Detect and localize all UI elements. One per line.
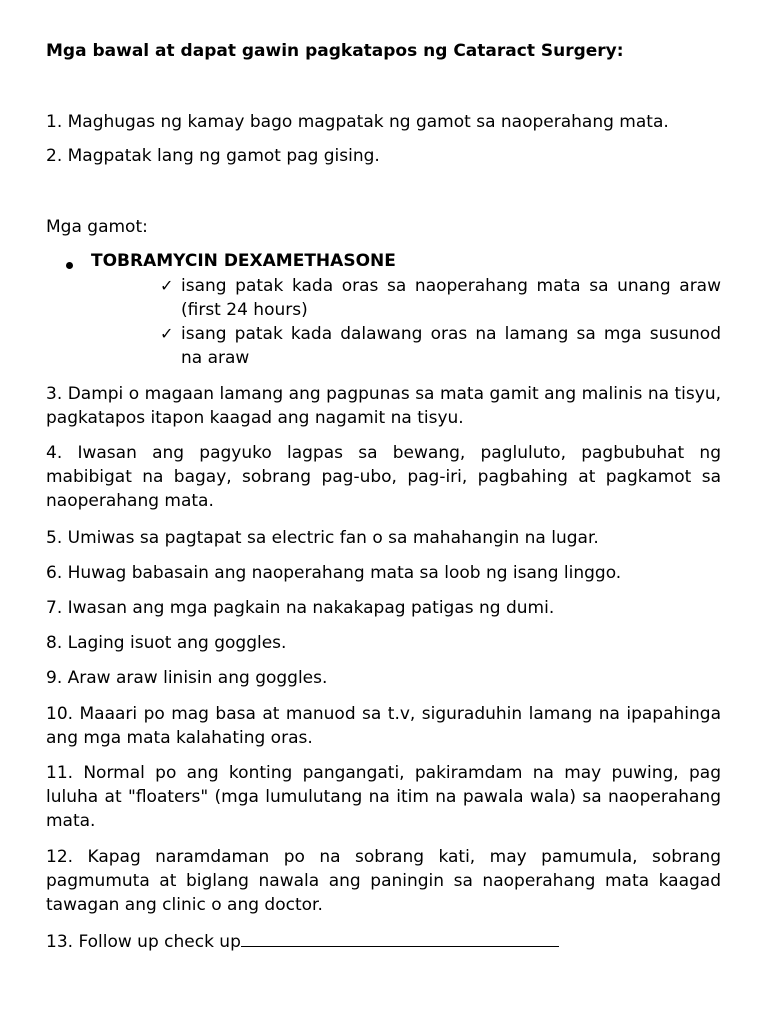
instruction-9: 9. Araw araw linisin ang goggles. — [46, 668, 328, 688]
medicine-name: TOBRAMYCIN DEXAMETHASONE — [91, 251, 396, 271]
instruction-3: 3. Dampi o magaan lamang ang pagpunas sa mata gamit ang malinis na tisyu, pagkatapos itapon kaagad ang nagamit na tisyu. — [46, 384, 721, 428]
instruction-1: 1. Maghugas ng kamay bago magpatak ng gamot sa naoperahang mata. — [46, 112, 669, 132]
checkmark-icon: ✓ — [160, 324, 174, 343]
instruction-11: 11. Normal po ang konting pangangati, pakiramdam na may puwing, pag luluha at "floaters" (mga lumulutang na itim na pawala wala) sa naoperahang mata. — [46, 763, 721, 831]
medicines-heading: Mga gamot: — [46, 217, 148, 237]
medicine-instruction-1: isang patak kada oras sa naoperahang mata sa unang araw (first 24 hours) — [181, 276, 721, 320]
document-title: Mga bawal at dapat gawin pagkatapos ng Cataract Surgery: — [46, 41, 624, 61]
instruction-2: 2. Magpatak lang ng gamot pag gising. — [46, 146, 380, 166]
medicine-instruction-2: isang patak kada dalawang oras na lamang sa mga susunod na araw — [181, 324, 721, 368]
follow-up-label: 13. Follow up check up — [46, 932, 241, 952]
bullet-icon — [66, 262, 73, 269]
instruction-5: 5. Umiwas sa pagtapat sa electric fan o sa mahahangin na lugar. — [46, 528, 599, 548]
instruction-8: 8. Laging isuot ang goggles. — [46, 633, 287, 653]
instruction-12: 12. Kapag naramdaman po na sobrang kati, may pamumula, sobrang pagmumuta at biglang nawala ang paningin sa naoperahang mata kaagad tawagan ang clinic o ang doctor. — [46, 847, 721, 915]
checkmark-icon: ✓ — [160, 276, 174, 295]
follow-up-blank[interactable] — [241, 930, 559, 947]
follow-up-line — [46, 930, 559, 952]
instruction-10: 10. Maaari po mag basa at manuod sa t.v, siguraduhin lamang na ipapahinga ang mga mata kalahating oras. — [46, 704, 721, 748]
instruction-4: 4. Iwasan ang pagyuko lagpas sa bewang, pagluluto, pagbubuhat ng mabibigat na bagay, sobrang pag-ubo, pag-iri, pagbahing at pagkamot sa naoperahang mata. — [46, 443, 721, 511]
instruction-7: 7. Iwasan ang mga pagkain na nakakapag patigas ng dumi. — [46, 598, 555, 618]
instruction-6: 6. Huwag babasain ang naoperahang mata sa loob ng isang linggo. — [46, 563, 622, 583]
